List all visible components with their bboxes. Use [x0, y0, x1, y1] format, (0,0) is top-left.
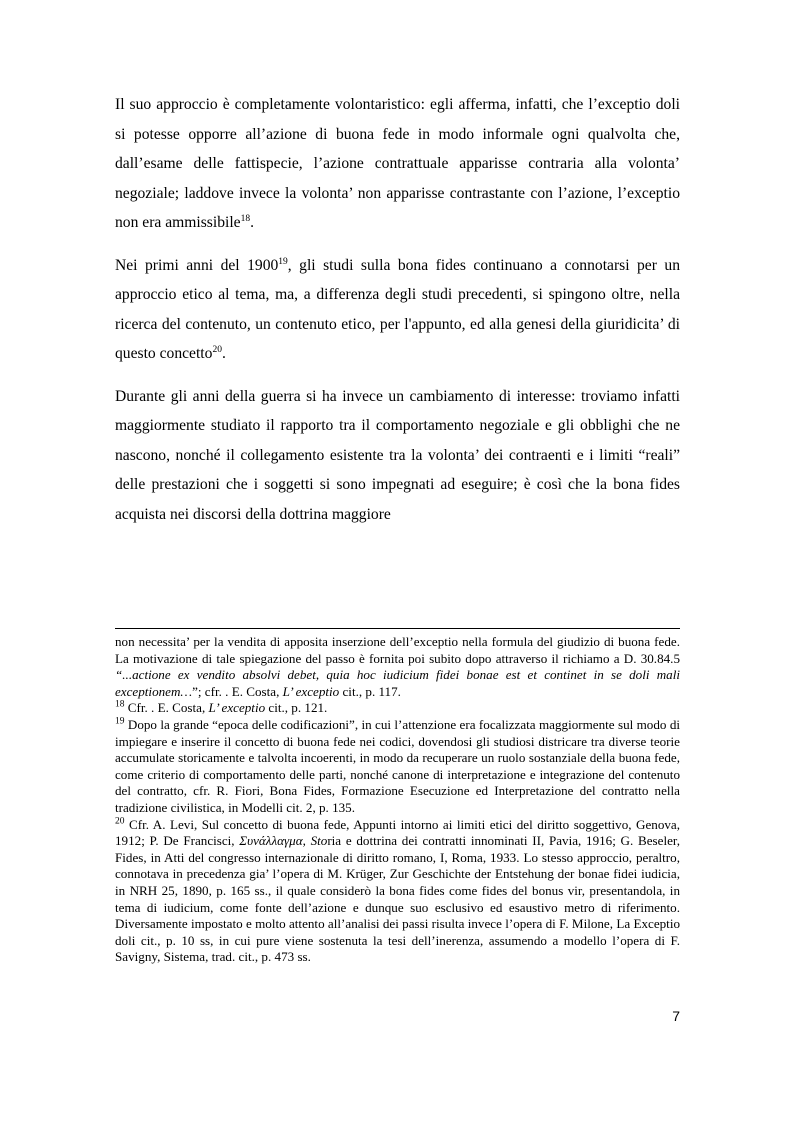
paragraph-2: Nei primi anni del 1900$^{19}$, gli studi sulla bona fides continuano a connotarsi per un approccio etico al tema, ma, a differenza degli studi precedenti, si spingono oltre, nella ricerca del contenuto, un contenuto etico, per l'appunto, ed alla genesi della giuridicita’ di questo concetto$^{20}$. [115, 256, 680, 362]
footnote-separator [115, 628, 680, 629]
paragraph-3: Durante gli anni della guerra si ha invece un cambiamento di interesse: troviamo infatti maggiormente studiato il rapporto tra il comportamento negoziale e gli obblighi che ne nascono, nonché il collegamento esistente tra la volonta’ dei contraenti e i limiti “reali” delle prestazioni che i soggetti si sono impegnati ad eseguire; è così che la bona fides acquista nei discorsi della dottrina maggiore [115, 387, 680, 523]
footnote-continued: non necessita’ per la vendita di apposita inserzione dell’exceptio nella formula del giudizio di buona fede. La motivazione di tale spiegazione del passo è fornita poi subito dopo attraverso il richiamo a D. 30.84.5 “...actione ex vendito absolvi debet, quia hoc iudicium fidei bonae est et continet in se doli mali exceptionem…”; cfr. . E. Costa, L’ exceptio cit., p. 117. [115, 634, 680, 699]
footnotes [115, 634, 680, 966]
footnote-19: $^{19}$ Dopo la grande “epoca delle codificazioni”, in cui l’attenzione era focalizzata maggiormente sul modo di impiegare e inserire il concetto di buona fede nei codici, dovendosi gli studiosi districare tra diverse teorie accumulate storicamente e talvolta incoerenti, in modo da recuperare un ruolo sostanziale della buona fede, come criterio di comportamento delle parti, nonché canone di interpretazione e integrazione del contenuto del contratto, cfr. R. Fiori, Bona Fides, Formazione Esecuzione ed Interpretazione del contratto nella tradizione civilistica, in Modelli cit. 2, p. 135. [115, 716, 680, 815]
footnote-20: $^{20}$ Cfr. A. Levi, Sul concetto di buona fede, Appunti intorno ai limiti etici del diritto soggettivo, Genova, 1912; P. De Francisci, Συνάλλαγμα, Storia e dottrina dei contratti innominati II, Pavia, 1916; G. Beseler, Fides, in Atti del congresso internazionale di diritto romano, I, Roma, 1933. Lo stesso approccio, peraltro, connotava in precedenza gia’ l’opera di M. Krüger, Zur Geschichte der Entstehung der bonae fidei iudicia, in NRH 25, 1890, p. 165 ss., il quale considerò la bona fides come fides del bonus vir, presentandola, in tema di iudicium, come fonte dell’azione e dunque suo esclusivo ed esaustivo metro di riferimento. Diversamente impostato e molto attento all’analisi dei passi risulta invece l’opera di F. Milone, La Exceptio doli cit., p. 10 ss, in cui pure viene sostenuta la tesi dell’inerenza, assumendo a modello l’opera di F. Savigny, Sistema, trad. cit., p. 473 ss. [115, 816, 681, 965]
footnote-18: $^{18}$ Cfr. . E. Costa, L’ exceptio cit., p. 121. [115, 700, 328, 716]
page-number: 7 [672, 1008, 680, 1024]
footnote-ref-20[interactable]: 20 [212, 344, 222, 355]
main-text [115, 90, 680, 542]
footnote-ref-18[interactable]: 18 [240, 213, 251, 224]
paragraph-1: Il suo approccio è completamente volontaristico: egli afferma, infatti, che l’exceptio doli si potesse opporre all’azione di buona fede in modo informale ogni qualvolta che, dall’esame delle fattispecie, l’azione contrattuale apparisse contraria alla volonta’ negoziale; laddove invece la volonta’ non apparisse contrastante con l’azione, l’exceptio non era ammissibile$^{18}$. [115, 96, 680, 231]
footnote-ref-19[interactable]: 19 [278, 256, 288, 267]
